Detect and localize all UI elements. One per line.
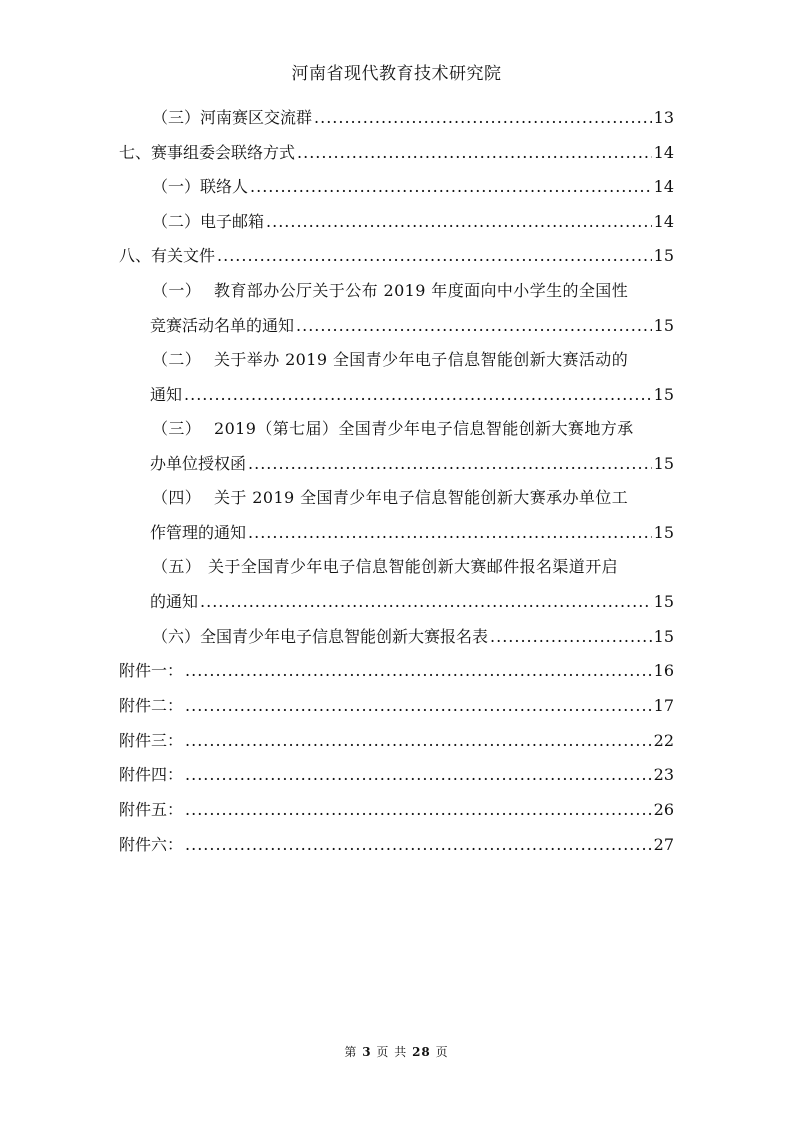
toc-entry-number: （一）: [152, 177, 201, 196]
toc-page-number: 27: [653, 835, 674, 854]
current-page-number: 3: [362, 1045, 372, 1059]
toc-page-number: 13: [653, 108, 674, 127]
toc-entry[interactable]: [119, 142, 674, 164]
toc-leader: [248, 522, 652, 544]
toc-entry-title: 附件三：: [119, 731, 184, 750]
toc-entry-attachment[interactable]: [119, 660, 674, 682]
toc-entry-number: （二）: [152, 212, 201, 231]
toc-page-number: 17: [653, 696, 674, 715]
toc-leader: [185, 834, 652, 856]
toc-entry-title: 附件五：: [119, 800, 184, 819]
toc-entry-attachment[interactable]: [119, 799, 674, 821]
page-header: 河南省现代教育技术研究院: [291, 64, 502, 84]
toc-entry-title: 附件六：: [119, 835, 184, 854]
toc-entry-first-line[interactable]: [152, 280, 628, 302]
toc-entry-first-line[interactable]: [152, 556, 618, 578]
toc-entry-number: （三）: [152, 419, 202, 438]
toc-entry-title: 关于 2019 全国青少年电子信息智能创新大赛承办单位工: [214, 488, 629, 507]
toc-leader: [250, 176, 652, 198]
footer-label: 页 共: [376, 1045, 408, 1059]
toc-leader: [200, 591, 652, 613]
toc-entry-title: 附件二：: [119, 696, 184, 715]
toc-page-number: 26: [653, 800, 674, 819]
toc-leader: [185, 695, 652, 717]
toc-page-number: 15: [653, 523, 674, 542]
toc-entry-title-continued: 作管理的通知: [150, 523, 247, 542]
toc-entry-title: 联络人: [200, 177, 249, 196]
footer-label: 页: [435, 1045, 449, 1059]
toc-entry[interactable]: [152, 176, 674, 198]
toc-page-number: 14: [653, 212, 674, 231]
toc-leader: [297, 142, 652, 164]
toc-leader: [185, 730, 652, 752]
toc-leader: [184, 384, 652, 406]
toc-page-number: 15: [653, 627, 674, 646]
toc-page-number: 15: [653, 246, 674, 265]
toc-entry-attachment[interactable]: [119, 730, 674, 752]
total-page-count: 28: [412, 1045, 431, 1059]
toc-leader: [248, 453, 652, 475]
toc-entry-first-line[interactable]: [152, 349, 628, 371]
toc-entry[interactable]: [152, 626, 674, 648]
toc-entry[interactable]: [119, 245, 674, 267]
toc-entry-number: （四）: [152, 488, 202, 507]
toc-entry[interactable]: [150, 522, 674, 544]
toc-entry[interactable]: [152, 211, 674, 233]
toc-entry-title: 有关文件: [151, 246, 216, 265]
toc-page-number: 15: [653, 316, 674, 335]
toc-entry-title: 2019（第七届）全国青少年电子信息智能创新大赛地方承: [214, 419, 634, 438]
toc-page-number: 15: [653, 592, 674, 611]
toc-leader: [185, 799, 652, 821]
toc-entry-title: 附件四：: [119, 765, 184, 784]
toc-entry-number: （三）: [152, 108, 201, 127]
toc-page-number: 23: [653, 765, 674, 784]
toc-leader: [217, 245, 652, 267]
toc-page-number: 22: [653, 731, 674, 750]
toc-leader: [314, 107, 652, 129]
toc-entry-attachment[interactable]: [119, 834, 674, 856]
toc-leader: [266, 211, 652, 233]
toc-entry[interactable]: [150, 591, 674, 613]
toc-page-number: 16: [653, 661, 674, 680]
toc-entry[interactable]: [150, 315, 674, 337]
toc-entry-title: 全国青少年电子信息智能创新大赛报名表: [200, 627, 489, 646]
toc-leader: [490, 626, 652, 648]
toc-entry-title-continued: 的通知: [150, 592, 199, 611]
toc-entry-title: 关于举办 2019 全国青少年电子信息智能创新大赛活动的: [214, 350, 629, 369]
toc-page-number: 15: [653, 385, 674, 404]
toc-entry-number: （二）: [152, 350, 202, 369]
toc-entry-title: 赛事组委会联络方式: [151, 143, 296, 162]
toc-entry-title: 教育部办公厅关于公布 2019 年度面向中小学生的全国性: [214, 281, 629, 300]
toc-entry-attachment[interactable]: [119, 764, 674, 786]
toc-entry-title: 附件一：: [119, 661, 184, 680]
toc-entry-number: 七、: [119, 143, 152, 162]
toc-leader: [185, 764, 652, 786]
toc-leader: [296, 315, 652, 337]
toc-entry-title-continued: 办单位授权函: [150, 454, 247, 473]
toc-page-number: 15: [653, 454, 674, 473]
toc-entry-number: （五）: [152, 557, 202, 576]
toc-entry-title: 关于全国青少年电子信息智能创新大赛邮件报名渠道开启: [208, 557, 619, 576]
toc-entry-number: 八、: [119, 246, 152, 265]
toc-entry-first-line[interactable]: [152, 418, 634, 440]
page-footer: [0, 1043, 793, 1060]
toc-entry[interactable]: [150, 453, 674, 475]
toc-entry[interactable]: [150, 384, 674, 406]
toc-entry-number: （六）: [152, 627, 201, 646]
toc-entry-number: （一）: [152, 281, 202, 300]
toc-entry-first-line[interactable]: [152, 487, 628, 509]
toc-entry-attachment[interactable]: [119, 695, 674, 717]
toc-entry-title: 电子邮箱: [200, 212, 265, 231]
toc-entry[interactable]: [152, 107, 674, 129]
toc-entry-title: 河南赛区交流群: [200, 108, 313, 127]
toc-page-number: 14: [653, 143, 674, 162]
footer-label: 第: [344, 1045, 358, 1059]
toc-page-number: 14: [653, 177, 674, 196]
toc-entry-title-continued: 竞赛活动名单的通知: [150, 316, 295, 335]
toc-leader: [185, 660, 652, 682]
toc-entry-title-continued: 通知: [150, 385, 183, 404]
